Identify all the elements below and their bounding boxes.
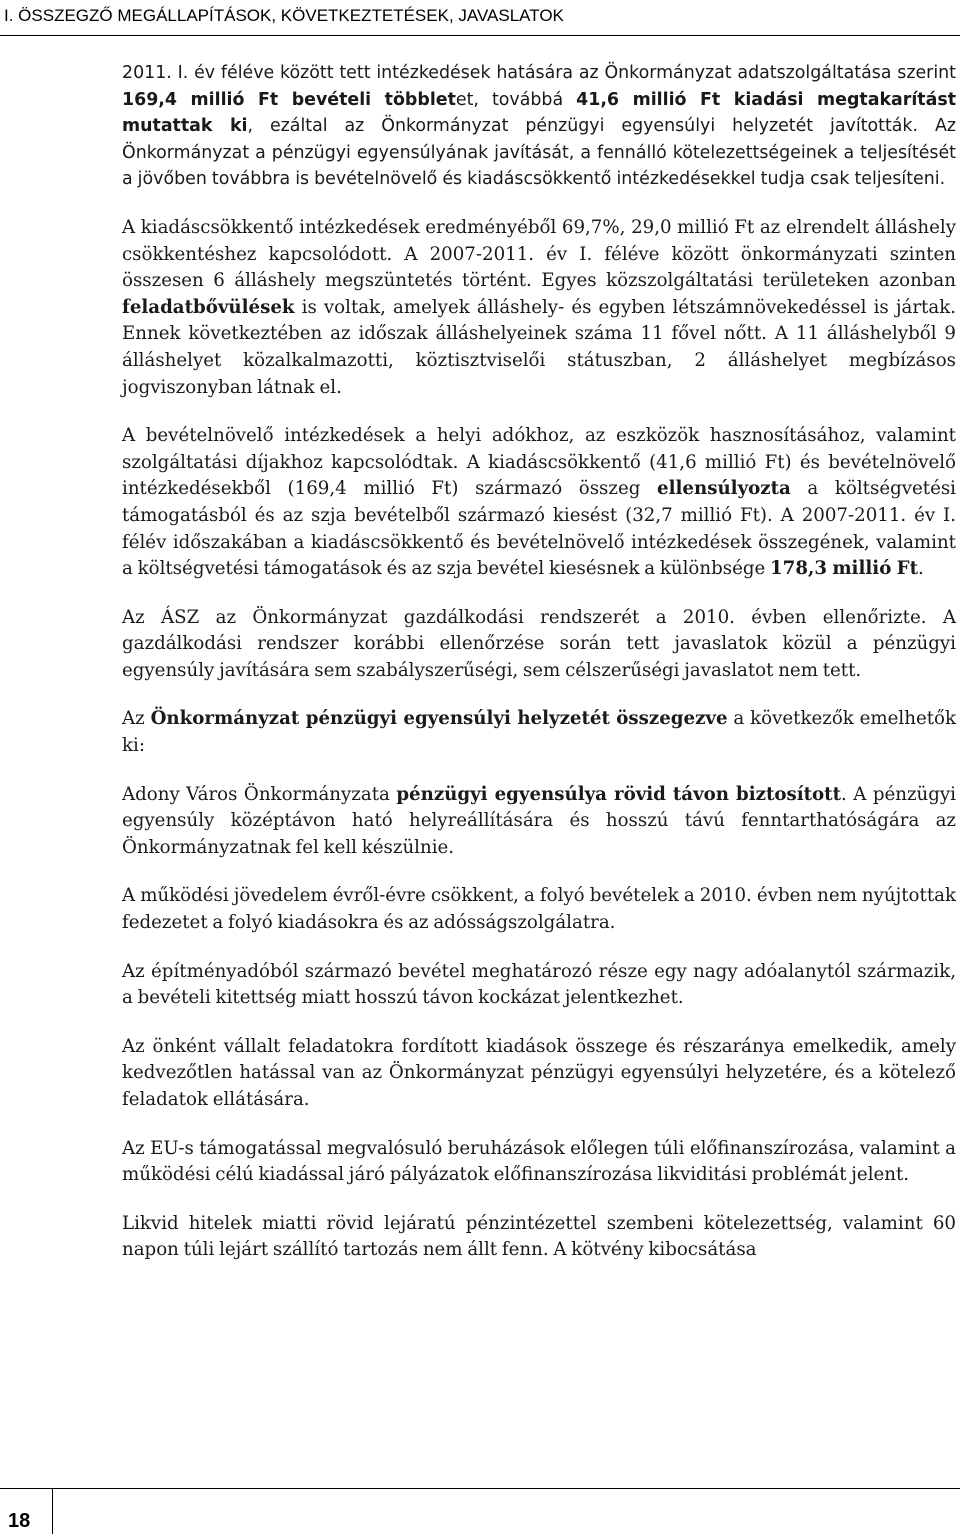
bold-revenue-surplus: 169,4 millió Ft bevételi többlet	[122, 89, 456, 110]
document-body	[122, 60, 956, 1264]
text-run: , ezáltal az Önkormányzat pénzügyi egyensúlyi helyzetét javították.	[247, 116, 919, 137]
bold-financial-balance: Önkormányzat pénzügyi egyensúlyi helyzetét összegezve	[150, 708, 728, 730]
paragraph-asz-audit: Az ÁSZ az Önkormányzat gazdálkodási rendszerét a 2010. évben ellenőrizte. A gazdálkodási rendszer korábbi ellenőrzése során tett javaslatok közül a pénzügyi egyensúly javítására sem szabályszerűségi, sem célszerűségi javaslatot nem tett.	[122, 606, 956, 681]
bold-short-term-secured: pénzügyi egyensúlya rövid távon biztosított	[396, 783, 841, 805]
text-run: 2011. I. év féléve között tett intézkedések hatására az Önkormányzat adatszolgáltatása szerint	[122, 63, 956, 83]
text-run: A kiadáscsökkentő intézkedések eredményéből 69,7%, 29,0 millió Ft az elrendelt álláshely csökkentéshez kapcsolódott. A 2007-2011. év I. féléve között önkormányzati szinten összesen 6 álláshely megszüntetés történt. Egyes közszolgáltatási területeken azonban	[122, 216, 956, 292]
section-title: I. ÖSSZEGZŐ MEGÁLLAPÍTÁSOK, KÖVETKEZTETÉSEK, JAVASLATOK	[4, 6, 564, 25]
page-number: 18	[8, 1510, 31, 1532]
paragraph-operating-income: A működési jövedelem évről-évre csökkent, a folyó bevételek a 2010. évben nem nyújtottak fedezetet a folyó kiadásokra és az adósságszolgálatra.	[122, 885, 956, 934]
paragraph-summary-measures	[122, 60, 956, 193]
paragraph-summary-intro	[122, 706, 956, 759]
text-run: Az Önkormányzat a pénzügyi egyensúlyának javítását, a fennálló kötelezettségeinek a teljesítését a jövőben továbbra is bevételnövelő és kiadáscsökkentő intézkedésekkel tudja csak teljesíteni.	[122, 116, 956, 190]
text-run: .	[917, 558, 924, 580]
bold-expense-savings: 41,6 millió Ft kiadási megtakarítást mutattak ki	[122, 89, 957, 137]
paragraph-short-term-balance	[122, 782, 956, 862]
bold-task-expansion: feladatbővülések	[122, 296, 295, 318]
footer-divider	[0, 1488, 960, 1489]
text-run: a költségvetési támogatásból és az szja bevételből származó kiesést (32,7 millió Ft). A 2007-2011. év I. félév időszakában a kiadáscsökkentő és bevételnövelő intézkedések összegének, valamint a költségvetési támogatások és az szja bevétel kiesésnek a különbsége	[122, 478, 956, 580]
paragraph-liquidity: Likvid hitelek miatti rövid lejáratú pénzintézettel szembeni kötelezettség, valamint 60 napon túli lejárt szállító tartozás nem állt fenn. A kötvény kibocsátása	[122, 1212, 956, 1261]
paragraph-eu-prefinancing: Az EU-s támogatással megvalósuló beruházások előlegen túli előfinanszírozása, valamint a működési célú kiadással járó pályázatok előfinanszírozása likviditási problémát jelent.	[122, 1137, 956, 1186]
paragraph-voluntary-tasks: Az önként vállalt feladatokra fordított kiadások összege és részaránya emelkedik, amely kedvezőtlen hatással van az Önkormányzat pénzügyi egyensúlyi helyzetére, és a kötelező feladatok ellátására.	[122, 1035, 956, 1110]
paragraph-revenue-measures	[122, 423, 956, 583]
paragraph-staff-reductions	[122, 215, 956, 401]
bold-difference-amount: 178,3 millió Ft	[770, 558, 918, 580]
text-run: A bevételnövelő intézkedések a helyi adókhoz, az eszközök hasznosításához, valamint szolgáltatási díjakhoz kapcsolódtak. A kiadáscsökkentő (41,6 millió Ft) és bevételnövelő intézkedésekből (169,4 millió Ft) származó összeg	[122, 425, 956, 500]
text-run: Adony Város Önkormányzata	[122, 783, 397, 805]
text-run: . A pénzügyi egyensúly középtávon ható helyreállítására és hosszú távú fenntarthatóságára az Önkormányzatnak fel kell készülnie.	[122, 783, 956, 858]
text-run: is voltak, amelyek álláshely- és egyben létszámnövekedéssel is jártak. Ennek következtében az időszak álláshelyeinek száma 11 fővel nőtt. A 11 álláshelyből 9 álláshelyet közalkalmazotti, köztisztviselői státuszban, 2 álláshelyet megbízásos jogviszonyban látnak el.	[122, 296, 956, 398]
text-run: a következők emelhetők ki:	[122, 708, 957, 757]
text-run: et, továbbá	[455, 89, 577, 110]
text-run: Az	[122, 708, 151, 730]
page-header	[0, 0, 960, 36]
paragraph-building-tax: Az építményadóból származó bevétel meghatározó része egy nagy adóalanytól származik, a bevételi kitettség miatt hosszú távon kockázat jelentkezhet.	[122, 960, 956, 1009]
bold-offset: ellensúlyozta	[657, 478, 791, 500]
